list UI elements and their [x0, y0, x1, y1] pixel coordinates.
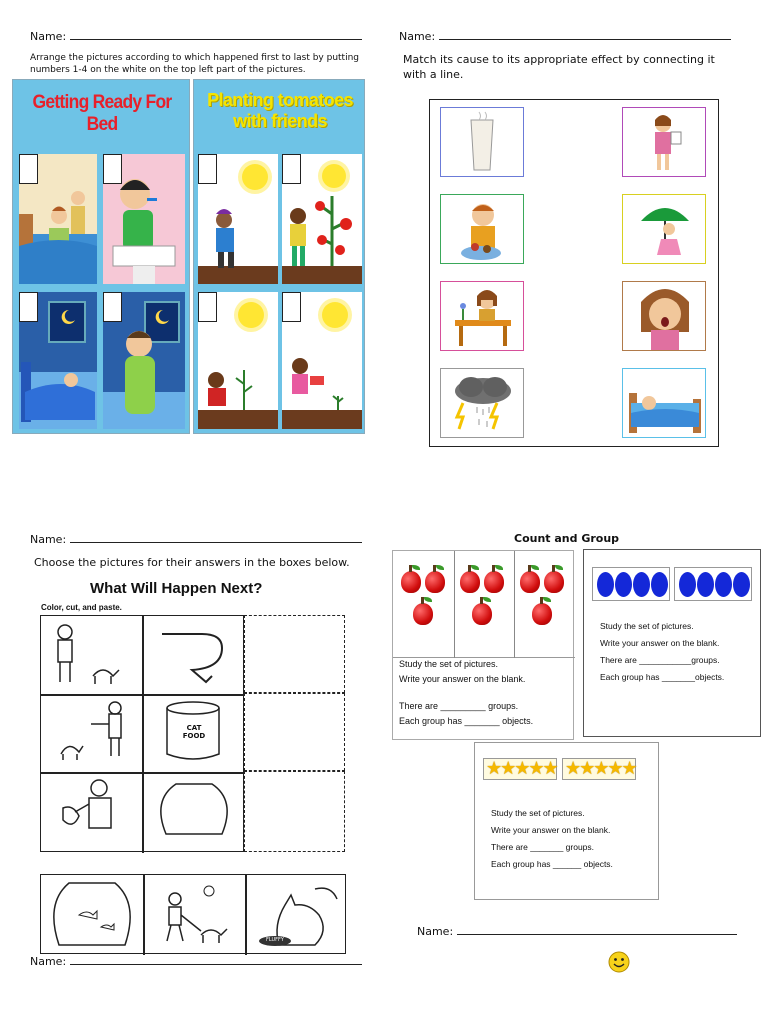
- name-label: Name:: [417, 925, 454, 938]
- boy-with-dog-picture: [41, 616, 142, 694]
- what-next-subtitle: Color, cut, and paste.: [41, 603, 122, 612]
- name-blank[interactable]: [70, 30, 362, 40]
- oval-card: [583, 549, 761, 737]
- cause-boy-eating[interactable]: [440, 194, 524, 264]
- oval-icon: [679, 572, 696, 597]
- apple-icon: [425, 571, 445, 593]
- cause-effect-instructions: Match its cause to its appropriate effect by connecting it with a line.: [403, 53, 715, 81]
- fish-in-bowl-cutout[interactable]: [41, 875, 143, 955]
- number-box[interactable]: [282, 154, 301, 184]
- cause-milk-glass[interactable]: [440, 107, 524, 177]
- cause-rain-cloud[interactable]: [440, 368, 524, 438]
- number-box[interactable]: [198, 154, 217, 184]
- each-group-blank[interactable]: Each group has _______objects.: [600, 672, 725, 682]
- name-label: Name:: [399, 30, 436, 43]
- study-text: Study the set of pictures.: [491, 808, 585, 818]
- effect-girl-yawning[interactable]: [622, 281, 706, 351]
- study-text: Study the set of pictures.: [399, 659, 499, 669]
- name-blank[interactable]: [457, 925, 737, 935]
- oval-icon: [615, 572, 632, 597]
- apple-icon: [484, 571, 504, 593]
- count-group-title: Count and Group: [514, 532, 620, 545]
- apple-icon: [401, 571, 421, 593]
- number-box[interactable]: [19, 292, 38, 322]
- star-group: [562, 758, 636, 780]
- name-label: Name:: [30, 955, 67, 968]
- apple-icon: [532, 603, 552, 625]
- what-next-title: What Will Happen Next?: [90, 580, 263, 597]
- cutout-strip: [40, 874, 346, 954]
- cause-girl-studying[interactable]: [440, 281, 524, 351]
- apple-icon: [520, 571, 540, 593]
- write-text: Write your answer on the blank.: [399, 674, 526, 684]
- number-box[interactable]: [19, 154, 38, 184]
- number-box[interactable]: [282, 292, 301, 322]
- boy-with-bag-picture: [41, 772, 142, 853]
- name-blank[interactable]: [70, 533, 362, 543]
- number-box[interactable]: [198, 292, 217, 322]
- oval-group: [674, 567, 752, 601]
- each-group-blank[interactable]: Each group has _______ objects.: [399, 716, 534, 726]
- effect-girl-certificate[interactable]: [622, 107, 706, 177]
- oval-icon: [733, 572, 750, 597]
- write-text: Write your answer on the blank.: [491, 825, 611, 835]
- name-blank[interactable]: [439, 30, 731, 40]
- apple-icon: [472, 603, 492, 625]
- name-line-2[interactable]: [399, 30, 731, 43]
- name-label: Name:: [30, 533, 67, 546]
- fishbowl-picture: [142, 772, 245, 853]
- star-card: [474, 742, 659, 900]
- star-icons: ★★★★★: [486, 758, 557, 779]
- groups-blank[interactable]: There are ___________groups.: [600, 655, 720, 665]
- name-line-3[interactable]: [30, 533, 362, 546]
- groups-blank[interactable]: There are _________ groups.: [399, 701, 519, 711]
- number-box[interactable]: [103, 154, 122, 184]
- number-box[interactable]: [103, 292, 122, 322]
- oval-icon: [633, 572, 650, 597]
- each-group-blank[interactable]: Each group has ______ objects.: [491, 859, 613, 869]
- panel-right-title: Planting tomatoes with friends: [207, 90, 353, 131]
- oval-icon: [697, 572, 714, 597]
- effect-girl-umbrella[interactable]: [622, 194, 706, 264]
- smiley-icon: [608, 951, 630, 973]
- name-line-5[interactable]: [417, 925, 737, 938]
- study-text: Study the set of pictures.: [600, 621, 694, 631]
- star-group: [483, 758, 557, 780]
- answer-box[interactable]: [244, 771, 345, 852]
- girl-with-cat-picture: [41, 694, 142, 772]
- leash-picture: [142, 616, 245, 694]
- bedtime-panel: [12, 79, 190, 434]
- name-line-4[interactable]: [30, 955, 362, 968]
- write-text: Write your answer on the blank.: [600, 638, 720, 648]
- name-blank[interactable]: [70, 955, 362, 965]
- oval-icon: [651, 572, 668, 597]
- oval-icon: [715, 572, 732, 597]
- effect-child-sleeping[interactable]: [622, 368, 706, 438]
- apple-card: [392, 550, 574, 740]
- panel-left-title: Getting Ready For Bed: [32, 92, 172, 135]
- groups-blank[interactable]: There are _______ groups.: [491, 842, 595, 852]
- scenario-grid: [40, 615, 244, 852]
- tomato-panel: [193, 79, 365, 434]
- oval-icon: [597, 572, 614, 597]
- what-next-instructions: Choose the pictures for their answers in the boxes below.: [34, 556, 350, 569]
- answer-box[interactable]: [244, 693, 345, 771]
- cat-food-picture: CAT FOOD: [142, 694, 245, 772]
- match-frame: [429, 99, 719, 447]
- apple-icon: [544, 571, 564, 593]
- apple-icon: [460, 571, 480, 593]
- cat-eating-cutout[interactable]: FLUFFY: [245, 875, 347, 955]
- apple-icon: [413, 603, 433, 625]
- answer-box[interactable]: [244, 615, 345, 693]
- star-icons: ★★★★★: [565, 758, 636, 779]
- name-label: Name:: [30, 30, 67, 43]
- name-line-1[interactable]: [30, 30, 362, 43]
- boy-walking-dog-cutout[interactable]: [143, 875, 245, 955]
- oval-group: [592, 567, 670, 601]
- sequence-instructions: Arrange the pictures according to which happened first to last by putting numbers 1-4 on the white on the top left part of the pictures.: [30, 53, 359, 75]
